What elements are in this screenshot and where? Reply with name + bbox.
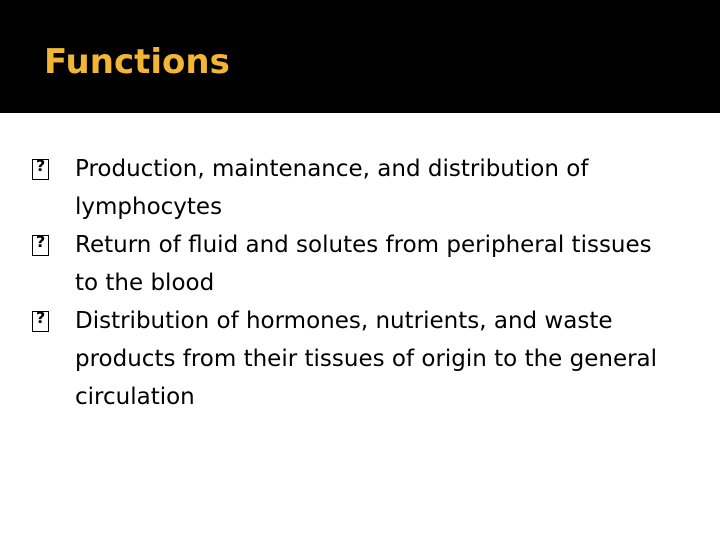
bullet-text: Production, maintenance, and distribution of lymphocytes bbox=[75, 156, 589, 220]
bullet-item-lymphocytes bbox=[32, 150, 682, 226]
bullet-item-fluid-return bbox=[32, 226, 682, 302]
missing-glyph-icon bbox=[32, 235, 49, 256]
slide-title: Functions bbox=[44, 42, 230, 82]
missing-glyph-icon bbox=[32, 311, 49, 332]
missing-glyph-icon bbox=[32, 159, 49, 180]
title-bar bbox=[0, 0, 720, 113]
bullet-text: Return of fluid and solutes from peripheral tissues to the blood bbox=[75, 232, 652, 296]
bullet-list bbox=[32, 150, 682, 416]
bullet-item-distribution bbox=[32, 302, 682, 416]
bullet-text: Distribution of hormones, nutrients, and waste products from their tissues of origin to the general circulation bbox=[75, 308, 658, 410]
